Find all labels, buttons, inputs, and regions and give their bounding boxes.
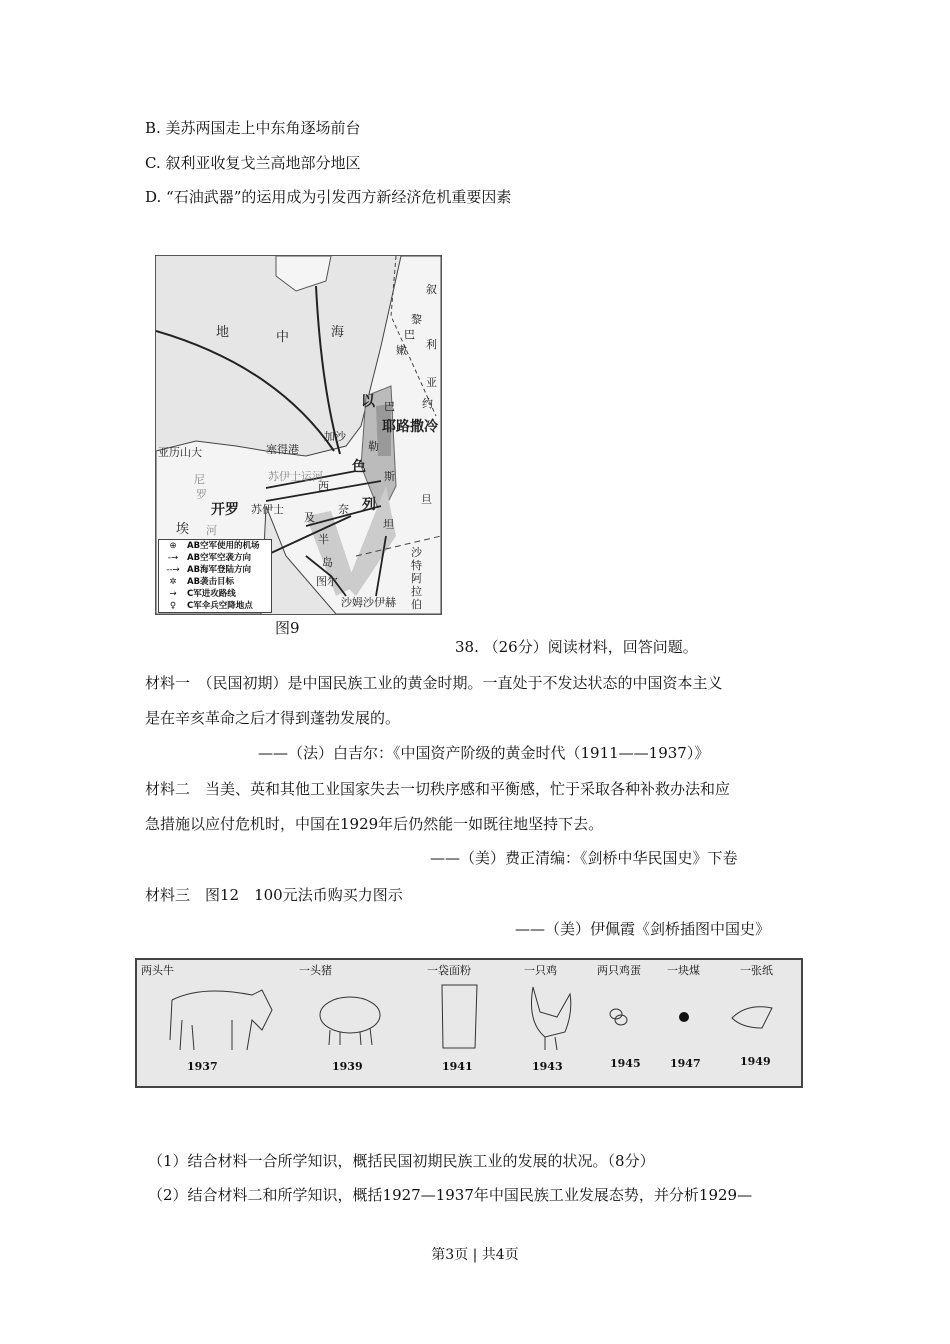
label-cairo: 开罗 xyxy=(211,502,239,518)
chicken-icon xyxy=(525,982,575,1054)
material-2: 急措施以应付危机时，中国在1929年后仍然能一如既往地坚持下去。 xyxy=(145,815,604,833)
material-2: 材料二 当美、英和其他工业国家失去一切秩序感和平衡感，忙于采取各种补救办法和应 xyxy=(145,780,731,798)
label-sea: 地 xyxy=(216,325,230,340)
label-lebanon: 巴 xyxy=(404,328,415,341)
item-label: 一张纸 xyxy=(740,964,773,977)
label-israel: 以 xyxy=(361,394,375,410)
figure-caption: 图9 xyxy=(275,619,300,637)
label-suez: 苏伊士 xyxy=(251,503,284,516)
label-egypt: 埃 xyxy=(176,522,190,537)
label-sinai: 奈 xyxy=(338,503,349,516)
option-d: D. “石油武器”的运用成为引发西方新经济危机重要因素 xyxy=(145,188,512,206)
option-b: B. 美苏两国走上中东角逐场前台 xyxy=(145,119,361,137)
label-palestine: 斯 xyxy=(384,470,395,483)
label-sea: 中 xyxy=(276,330,290,345)
pig-icon xyxy=(315,990,390,1050)
label-sinai: 半 xyxy=(318,533,329,546)
cattle-icon xyxy=(162,980,292,1055)
label-israel: 列 xyxy=(362,497,376,513)
middle-east-war-map xyxy=(155,255,442,615)
label-suez-canal: 苏伊士运河 xyxy=(268,470,323,483)
label-palestine: 坦 xyxy=(383,518,394,531)
material-1: 是在辛亥革命之后才得到蓬勃发展的。 xyxy=(145,709,401,727)
label-nile: 河 xyxy=(206,524,217,537)
naval-landing-arrow-icon: --→ xyxy=(166,565,180,575)
item-label: 一袋面粉 xyxy=(427,964,471,977)
label-alexandria: 亚历山大 xyxy=(158,446,202,459)
material-3-source: ——（美）伊佩霞《剑桥插图中国史》 xyxy=(515,920,771,938)
label-saudi: 拉 xyxy=(411,585,422,598)
attack-route-icon: → xyxy=(169,589,177,599)
label-sinai: 西 xyxy=(318,480,329,493)
item-label: 一头猪 xyxy=(299,964,332,977)
purchasing-power-figure: 两头牛 1937 一头猪 1939 一袋面粉 1941 一只鸡 1943 两只鸡蛋 1945 一块煤 1947 一张纸 1949 xyxy=(135,958,803,1088)
label-palestine: 巴 xyxy=(384,400,395,413)
label-saudi: 阿 xyxy=(411,572,422,585)
label-sharm: 沙姆沙伊赫 xyxy=(341,596,396,609)
option-c: C. 叙利亚收复戈兰高地部分地区 xyxy=(145,154,361,172)
label-jordan: 约 xyxy=(422,397,433,410)
item-label: 一块煤 xyxy=(667,964,700,977)
coal-icon xyxy=(677,1010,692,1025)
label-lebanon: 黎 xyxy=(411,313,422,326)
eggs-icon xyxy=(607,1005,632,1030)
label-jerusalem: 耶路撒冷 xyxy=(382,419,438,435)
label-tor: 图尔 xyxy=(316,575,338,588)
label-saudi: 特 xyxy=(411,559,422,572)
map-legend: ⊕ AB空军使用的机场 -→ AB空军空袭方向 --→ AB海军登陆方向 ✲ AB袭击目标 → C军进攻路线 ♀ C军伞兵空降地点 xyxy=(158,539,272,613)
item-label: 两只鸡蛋 xyxy=(597,964,641,977)
item-label: 一只鸡 xyxy=(524,964,557,977)
label-jordan: 旦 xyxy=(421,493,432,506)
label-nile: 罗 xyxy=(196,488,207,501)
label-sinai: 岛 xyxy=(322,556,333,569)
flour-bag-icon xyxy=(437,980,482,1055)
sub-question-2: （2）结合材料二和所学知识，概括1927—1937年中国民族工业发展态势，并分析1929— xyxy=(148,1186,753,1204)
material-1: 材料一 （民国初期）是中国民族工业的黄金时期。一直处于不发达状态的中国资本主义 xyxy=(145,674,723,692)
label-syria: 利 xyxy=(426,338,437,351)
label-nile: 尼 xyxy=(194,473,205,486)
paper-icon xyxy=(727,998,777,1033)
material-1-source: ——（法）白吉尔：《中国资产阶级的黄金时代（1911——1937）》 xyxy=(258,744,710,762)
label-port-said: 塞得港 xyxy=(266,443,299,456)
label-sea: 海 xyxy=(331,325,345,340)
strike-target-icon: ✲ xyxy=(169,577,177,587)
label-sinai: 及 xyxy=(304,511,315,524)
label-syria: 叙 xyxy=(426,283,437,296)
item-label: 两头牛 xyxy=(141,964,174,977)
label-syria: 亚 xyxy=(426,376,437,389)
label-lebanon: 嫩 xyxy=(396,344,407,357)
sub-question-1: （1）结合材料一合所学知识，概括民国初期民族工业的发展的状况。（8分） xyxy=(148,1152,655,1170)
air-raid-arrow-icon: -→ xyxy=(167,553,179,563)
material-3: 材料三 图12 100元法币购买力图示 xyxy=(145,886,403,904)
question-header: 38. （26分）阅读材料，回答问题。 xyxy=(455,638,698,656)
label-saudi: 伯 xyxy=(411,598,422,611)
label-gaza: 加沙 xyxy=(324,430,346,443)
airfield-icon: ⊕ xyxy=(169,541,177,551)
label-israel: 色 xyxy=(352,459,366,475)
page-footer: 第3页 | 共4页 xyxy=(431,1247,519,1263)
material-2-source: ——（美）费正清编：《剑桥中华民国史》下卷 xyxy=(430,849,738,867)
parachute-icon: ♀ xyxy=(169,601,177,611)
label-palestine: 勒 xyxy=(368,440,379,453)
label-saudi: 沙 xyxy=(411,546,422,559)
